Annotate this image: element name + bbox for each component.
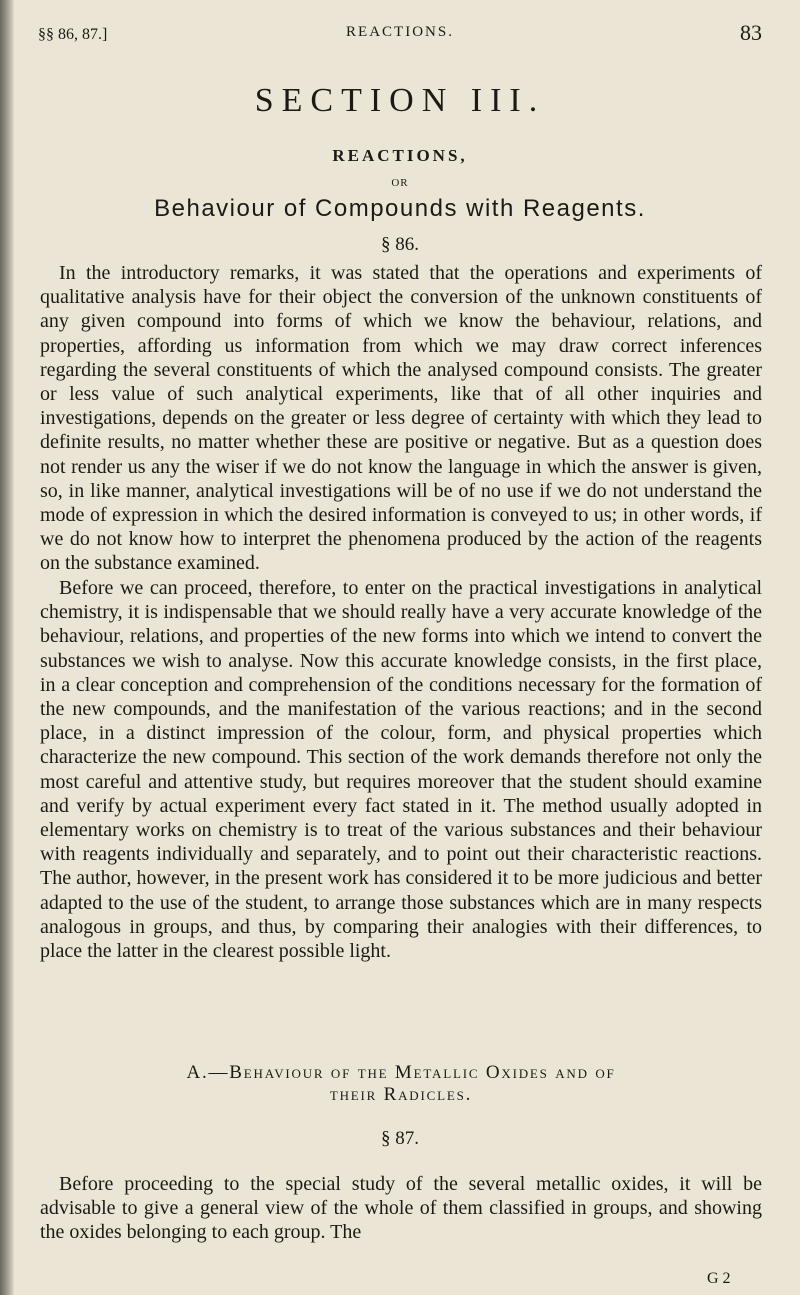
section-87-number: § 87. xyxy=(381,1128,419,1149)
reactions-heading: REACTIONS, xyxy=(332,146,468,165)
page-number: 83 xyxy=(740,20,762,45)
signature-mark: G 2 xyxy=(707,1270,731,1287)
subheading-line-2: their Radicles. xyxy=(329,1084,473,1105)
section-86-number: § 86. xyxy=(381,234,419,255)
section-87-paragraph-1: Before proceeding to the special study of the several metallic oxides, it will be advisable to give a general view of the whole of them classified in groups, and showing the oxides belonging to each group. The xyxy=(40,1173,762,1244)
subheading-metallic-oxides xyxy=(40,1062,762,1106)
section-subtitle: Behaviour of Compounds with Reagents. xyxy=(154,195,646,222)
running-head xyxy=(38,20,762,50)
subheading-line-1: A.—Behaviour of the Metallic Oxides and of xyxy=(186,1062,616,1083)
section-86-paragraph-1: In the introductory remarks, it was stated that the operations and experiments of qualitative analysis have for their object the conversion of the unknown constituents of any given compound into forms of which we know the behaviour, relations, and properties, affording us information from which we may draw correct inferences regarding the several constituents of which the analysed compound consists. The greater or less value of such analytical experiments, like that of all other inquiries and investigations, depends on the greater or less degree of certainty with which they lead to definite results, no matter whether these are positive or negative. But as a question does not render us any the wiser if we do not know the language in which the answer is given, so, in like manner, analytical investigations will be of no use if we do not understand the mode of expression in which the desired information is conveyed to us; in other words, if we do not know how to interpret the phenomena produced by the action of the reagents on the substance examined. xyxy=(40,262,762,575)
running-head-sections: §§ 86, 87.] xyxy=(38,26,108,43)
running-head-title: REACTIONS. xyxy=(346,24,454,40)
section-86-paragraph-2: Before we can proceed, therefore, to enter on the practical investigations in analytical chemistry, it is indispensable that we should really have a very accurate knowledge of the behaviour, relations, and properties of the new forms into which we intend to convert the substances we wish to analyse. Now this accurate knowledge consists, in the first place, in a clear conception and comprehension of the conditions necessary for the formation of the new compounds, and the manifestation of the various reactions; and in the second place, in a distinct impression of the colour, form, and physical properties which characterize the new compound. This section of the work demands therefore not only the most careful and attentive study, but requires moreover that the student should examine and verify by actual experiment every fact stated in it. The method usually adopted in elementary works on chemistry is to treat of the various substances and their behaviour with reagents individually and separately, and to point out their characteristic reactions. The author, however, in the present work has considered it to be more judicious and better adapted to the use of the student, to arrange those substances which are in many respects analogous in groups, and thus, by comparing their analogies with their differences, to place the latter in the clearest possible light. xyxy=(40,577,762,963)
or-connector: OR xyxy=(391,177,409,189)
section-heading: SECTION III. xyxy=(254,82,546,119)
